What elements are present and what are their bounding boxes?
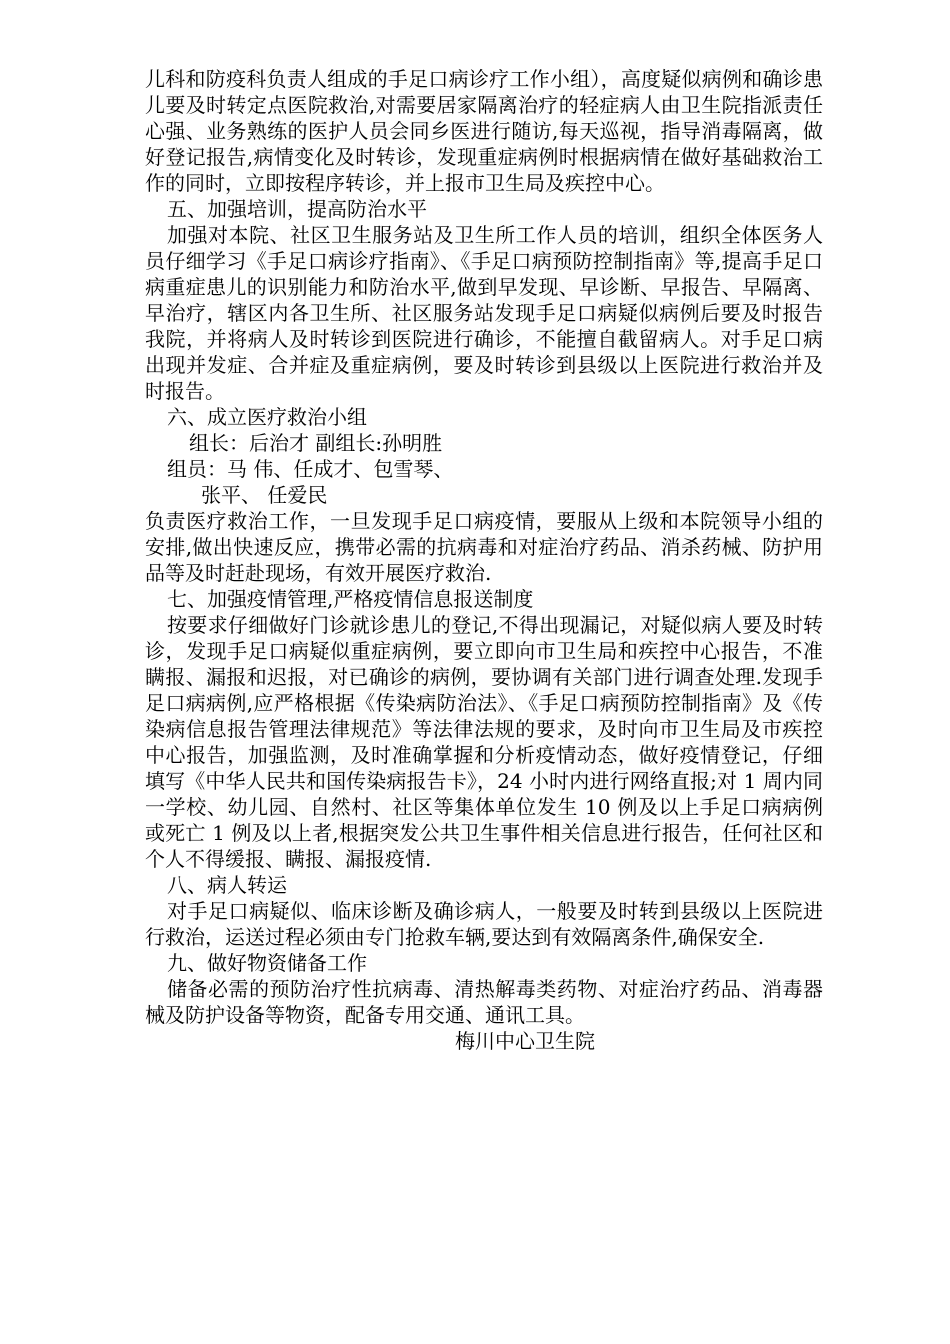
heading-section8: 八、病人转运 bbox=[167, 873, 287, 897]
heading-section5: 五、加强培训，提高防治水平 bbox=[167, 197, 427, 221]
paragraph-section9: 储备必需的预防治疗性抗病毒、清热解毒类药物、对症治疗药品、消毒器械及防护设备等物资，配备专用交通、通讯工具。 bbox=[145, 977, 823, 1027]
signature-organization: 梅川中心卫生院 bbox=[455, 1029, 595, 1053]
paragraph-section7: 按要求仔细做好门诊就诊患儿的登记,不得出现漏记，对疑似病人要及时转诊，发现手足口病疑似重症病例，要立即向市卫生局和疾控中心报告，不准瞒报、漏报和迟报，对已确诊的病例，要协调有关部门进行调查处理.发现手足口病病例,应严格根据《传染病防治法》、《手足口病预防控制指南》及《传染病信息报告管理法律规范》等法律法规的要求，及时向市卫生局及市疾控中心报告，加强监测，及时准确掌握和分析疫情动态，做好疫情登记，仔细填写《中华人民共和国传染病报告卡》，24 小时内进行网络直报;对 1 周内同一学校、幼儿园、自然村、社区等集体单位发生 10 例及以上手足口病病例或死亡 1 例及以上者,根据突发公共卫生事件相关信息进行报告，任何社区和个人不得缓报、瞒报、漏报疫情. bbox=[145, 613, 823, 871]
team-leader-line: 组长：后治才 副组长:孙明胜 bbox=[189, 431, 443, 455]
paragraph-section5: 加强对本院、社区卫生服务站及卫生所工作人员的培训，组织全体医务人员仔细学习《手足口病诊疗指南》、《手足口病预防控制指南》等,提高手足口病重症患儿的识别能力和防治水平,做到早发现、早诊断、早报告、早隔离、早治疗，辖区内各卫生所、社区服务站发现手足口病疑似病例后要及时报告我院，并将病人及时转诊到医院进行确诊，不能擅自截留病人。对手足口病出现并发症、合并症及重症病例，要及时转诊到县级以上医院进行救治并及时报告。 bbox=[145, 223, 823, 403]
team-members-line-2: 张平、 任爱民 bbox=[201, 483, 328, 507]
paragraph-section4-continued: 儿科和防疫科负责人组成的手足口病诊疗工作小组），高度疑似病例和确诊患儿要及时转定点医院救治,对需要居家隔离治疗的轻症病人由卫生院指派责任心强、业务熟练的医护人员会同乡医进行随访,每天巡视，指导消毒隔离，做好登记报告,病情变化及时转诊，发现重症病例时根据病情在做好基础救治工作的同时，立即按程序转诊，并上报市卫生局及疾控中心。 bbox=[145, 67, 823, 195]
heading-section6: 六、成立医疗救治小组 bbox=[167, 405, 367, 429]
paragraph-section6: 负责医疗救治工作，一旦发现手足口病疫情，要服从上级和本院领导小组的安排,做出快速反应，携带必需的抗病毒和对症治疗药品、消杀药械、防护用品等及时赶赴现场，有效开展医疗救治. bbox=[145, 509, 823, 585]
heading-section9: 九、做好物资储备工作 bbox=[167, 951, 367, 975]
paragraph-section8: 对手足口病疑似、临床诊断及确诊病人，一般要及时转到县级以上医院进行救治，运送过程必须由专门抢救车辆,要达到有效隔离条件,确保安全. bbox=[145, 899, 823, 949]
team-members-line-1: 组员：马 伟、任成才、包雪琴、 bbox=[167, 457, 454, 481]
document-body bbox=[145, 66, 823, 1054]
heading-section7: 七、加强疫情管理,严格疫情信息报送制度 bbox=[167, 587, 534, 611]
